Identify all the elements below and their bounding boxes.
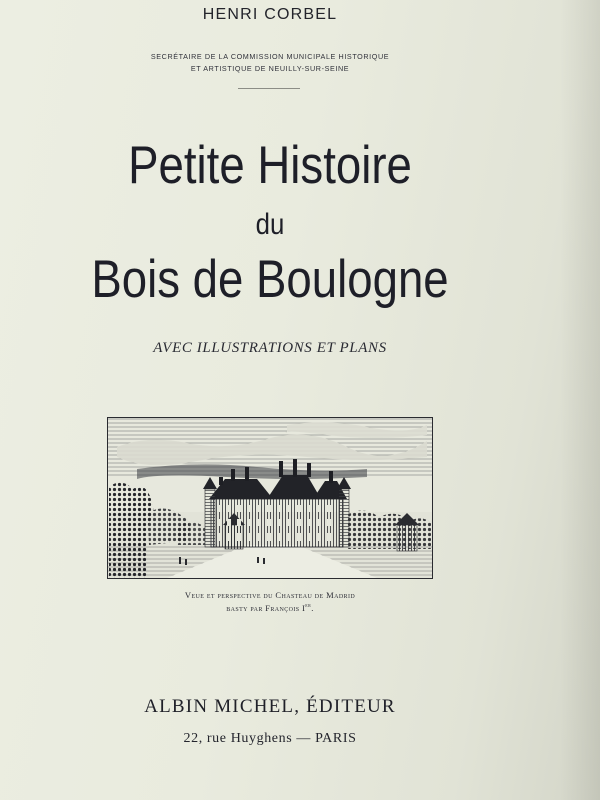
publisher-name: ALBIN MICHEL, ÉDITEUR: [144, 696, 396, 717]
engraving-caption: [0, 590, 540, 614]
author-role-line-1: SECRÉTAIRE DE LA COMMISSION MUNICIPALE HISTORIQUE: [150, 52, 390, 61]
divider-rule: [238, 88, 300, 89]
book-subtitle: AVEC ILLUSTRATIONS ET PLANS: [153, 340, 387, 356]
author-role: [0, 51, 540, 75]
book-title-connector: du: [255, 208, 285, 241]
book-title-line-2: Bois de Boulogne: [91, 250, 449, 309]
page-edge-shadow: [560, 0, 600, 800]
author-role-line-2: ET ARTISTIQUE DE NEUILLY-SUR-SEINE: [190, 64, 350, 73]
chateau-engraving: [107, 417, 433, 579]
publisher-address: 22, rue Huyghens — PARIS: [183, 731, 357, 746]
caption-line-1: Veue et perspective du Chasteau de Madrid: [184, 590, 356, 600]
caption-line-2-end: .: [311, 602, 314, 613]
caption-line-2-superscript: er: [305, 603, 312, 609]
caption-line-2-main: basty par François I: [226, 602, 306, 613]
author-name: HENRI CORBEL: [202, 6, 338, 23]
caption-line-2: [0, 601, 540, 614]
book-title-line-1: Petite Histoire: [128, 136, 412, 195]
